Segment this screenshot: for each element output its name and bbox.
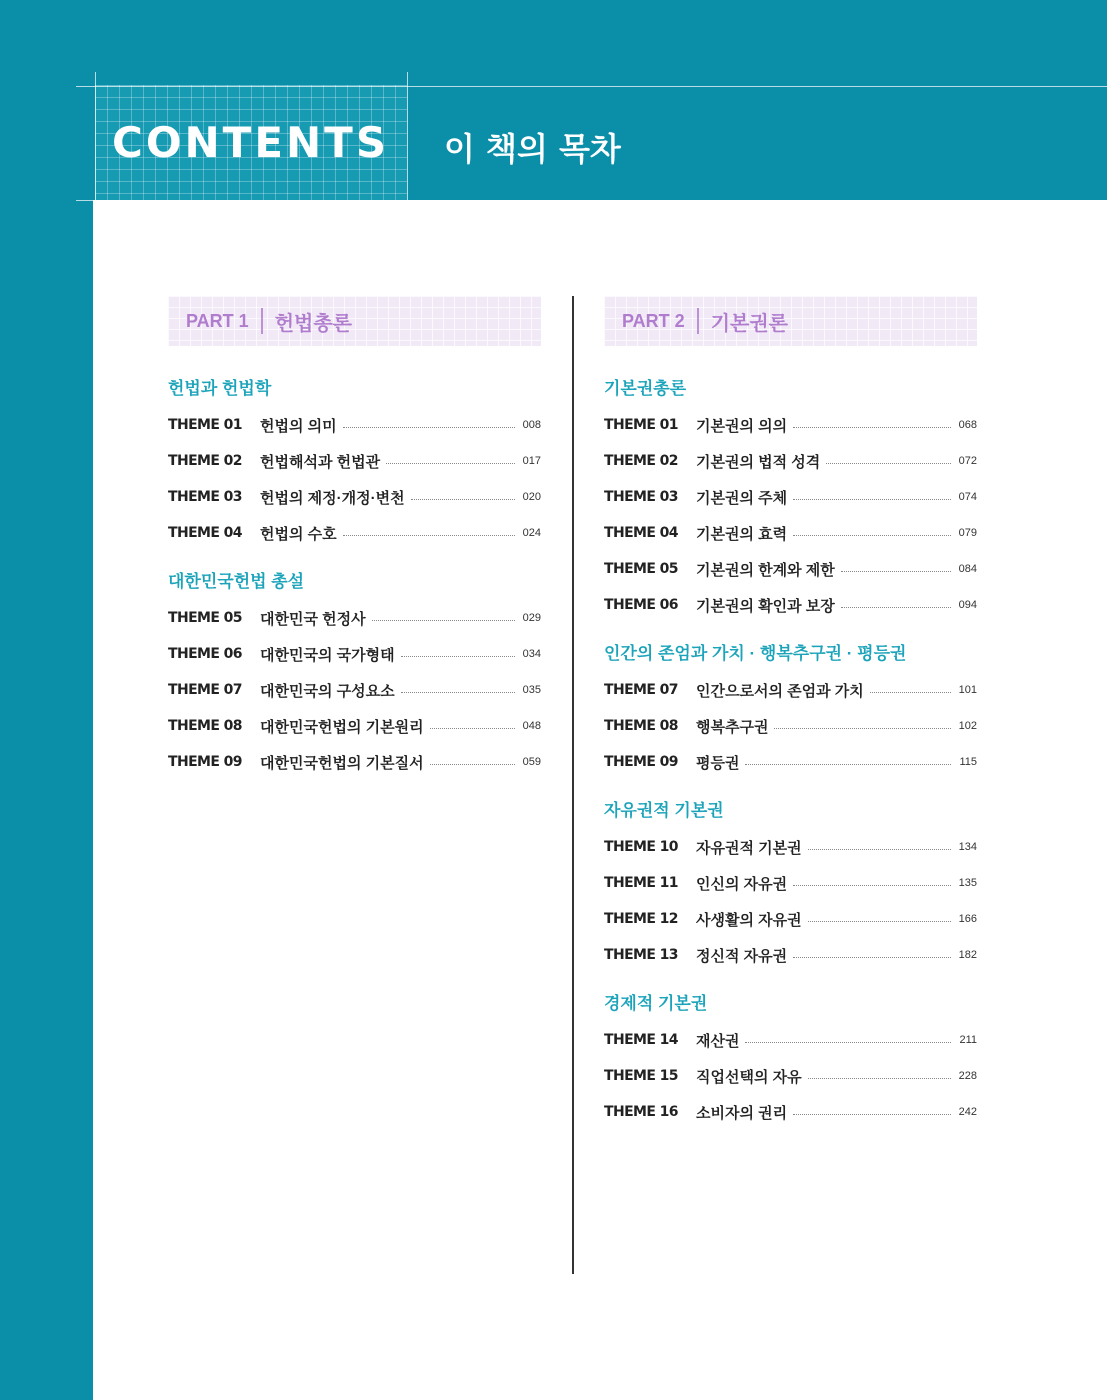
theme-number: THEME 06 <box>604 597 678 613</box>
part-header <box>168 296 541 346</box>
part-header <box>604 296 977 346</box>
page-number: 084 <box>958 563 977 575</box>
page-number: 068 <box>958 419 977 431</box>
theme-number: THEME 09 <box>168 754 242 770</box>
page-subtitle: 이 책의 목차 <box>444 130 621 168</box>
dot-leader <box>808 921 951 922</box>
toc-entry[interactable] <box>604 716 977 736</box>
entry-title: 헌법의 제정·개정·변천 <box>260 489 405 507</box>
toc-entry[interactable] <box>604 752 977 772</box>
contents-heading: CONTENTS <box>112 118 390 167</box>
theme-number: THEME 16 <box>604 1104 678 1120</box>
header-rule-left <box>95 72 96 200</box>
theme-number: THEME 08 <box>168 718 242 734</box>
dot-leader <box>793 499 951 500</box>
theme-number: THEME 10 <box>604 839 678 855</box>
dot-leader <box>401 692 515 693</box>
toc-entry[interactable] <box>604 523 977 543</box>
column-divider <box>572 296 574 1274</box>
theme-number: THEME 02 <box>168 453 242 469</box>
part-label: PART 1 <box>186 310 249 331</box>
entry-title: 기본권의 한계와 제한 <box>696 561 835 579</box>
theme-number: THEME 02 <box>604 453 678 469</box>
section-title: 대한민국헌법 총설 <box>168 572 305 591</box>
section-title: 헌법과 헌법학 <box>168 379 272 398</box>
theme-number: THEME 09 <box>604 754 678 770</box>
section-title: 자유권적 기본권 <box>604 801 724 820</box>
dot-leader <box>343 427 515 428</box>
theme-number: THEME 12 <box>604 911 678 927</box>
theme-number: THEME 13 <box>604 947 678 963</box>
toc-entry[interactable] <box>604 909 977 929</box>
entry-title: 기본권의 확인과 보장 <box>696 597 835 615</box>
page-number: 166 <box>958 913 977 925</box>
entry-title: 대한민국헌법의 기본질서 <box>260 754 424 772</box>
theme-number: THEME 01 <box>604 417 678 433</box>
dot-leader <box>430 764 515 765</box>
theme-number: THEME 14 <box>604 1032 678 1048</box>
entry-title: 헌법의 의미 <box>260 417 337 435</box>
header-rule-right <box>407 72 408 200</box>
toc-entry[interactable] <box>168 752 541 772</box>
dot-leader <box>808 849 951 850</box>
dot-leader <box>793 885 951 886</box>
left-band <box>0 0 93 1400</box>
toc-entry[interactable] <box>168 644 541 664</box>
dot-leader <box>343 535 515 536</box>
dot-leader <box>793 535 951 536</box>
entry-title: 기본권의 효력 <box>696 525 788 543</box>
toc-entry[interactable] <box>604 1066 977 1086</box>
theme-number: THEME 07 <box>604 682 678 698</box>
toc-entry[interactable] <box>604 595 977 615</box>
page-number: 024 <box>522 527 541 539</box>
toc-entry[interactable] <box>168 415 541 435</box>
page-number: 059 <box>522 756 541 768</box>
entry-title: 정신적 자유권 <box>696 947 788 965</box>
toc-entry[interactable] <box>604 487 977 507</box>
toc-entry[interactable] <box>604 873 977 893</box>
part-title: 기본권론 <box>710 312 788 335</box>
part-separator <box>261 308 263 334</box>
header-rule-top <box>76 86 1107 87</box>
entry-title: 대한민국의 구성요소 <box>260 682 395 700</box>
section-title: 기본권총론 <box>604 379 687 398</box>
toc-entry[interactable] <box>604 415 977 435</box>
page-number: 135 <box>958 877 977 889</box>
entry-title: 소비자의 권리 <box>696 1104 788 1122</box>
dot-leader <box>745 1042 951 1043</box>
header-rule-bottom <box>76 200 96 201</box>
entry-title: 인간으로서의 존엄과 가치 <box>696 682 864 700</box>
toc-entry[interactable] <box>604 559 977 579</box>
theme-number: THEME 04 <box>168 525 242 541</box>
toc-entry[interactable] <box>604 451 977 471</box>
page-number: 029 <box>522 612 541 624</box>
entry-title: 기본권의 법적 성격 <box>696 453 821 471</box>
dot-leader <box>841 571 951 572</box>
page-number: 034 <box>522 648 541 660</box>
theme-number: THEME 03 <box>168 489 242 505</box>
page-number: 101 <box>958 684 977 696</box>
dot-leader <box>745 764 951 765</box>
entry-title: 헌법해석과 헌법관 <box>260 453 381 471</box>
entry-title: 기본권의 주체 <box>696 489 788 507</box>
entry-title: 대한민국헌법의 기본원리 <box>260 718 424 736</box>
page-number: 017 <box>522 455 541 467</box>
part-label: PART 2 <box>622 310 685 331</box>
toc-entry[interactable] <box>168 523 541 543</box>
page-number: 094 <box>958 599 977 611</box>
entry-title: 재산권 <box>696 1032 740 1050</box>
theme-number: THEME 04 <box>604 525 678 541</box>
page-number: 072 <box>958 455 977 467</box>
theme-number: THEME 05 <box>168 610 242 626</box>
dot-leader <box>430 728 515 729</box>
entry-title: 대한민국의 국가형태 <box>260 646 395 664</box>
toc-entry[interactable] <box>168 716 541 736</box>
part-separator <box>697 308 699 334</box>
page-number: 115 <box>959 756 977 768</box>
dot-leader <box>386 463 515 464</box>
toc-entry[interactable] <box>168 487 541 507</box>
page-number: 134 <box>958 841 977 853</box>
toc-entry[interactable] <box>604 680 977 700</box>
entry-title: 기본권의 의의 <box>696 417 788 435</box>
dot-leader <box>793 427 951 428</box>
dot-leader <box>401 656 515 657</box>
part-title: 헌법총론 <box>274 312 352 335</box>
page-number: 048 <box>522 720 541 732</box>
entry-title: 헌법의 수호 <box>260 525 337 543</box>
page-number: 211 <box>959 1034 977 1046</box>
page-number: 079 <box>958 527 977 539</box>
toc-entry[interactable] <box>168 451 541 471</box>
dot-leader <box>793 1114 951 1115</box>
entry-title: 행복추구권 <box>696 718 769 736</box>
dot-leader <box>870 692 951 693</box>
entry-title: 직업선택의 자유 <box>696 1068 802 1086</box>
entry-title: 사생활의 자유권 <box>696 911 802 929</box>
page-number: 008 <box>522 419 541 431</box>
page-number: 074 <box>958 491 977 503</box>
dot-leader <box>841 607 951 608</box>
dot-leader <box>411 499 515 500</box>
page-number: 182 <box>958 949 977 961</box>
theme-number: THEME 15 <box>604 1068 678 1084</box>
entry-title: 대한민국 헌정사 <box>260 610 366 628</box>
entry-title: 자유권적 기본권 <box>696 839 802 857</box>
toc-entry[interactable] <box>604 1030 977 1050</box>
entry-title: 인신의 자유권 <box>696 875 788 893</box>
dot-leader <box>793 957 951 958</box>
dot-leader <box>774 728 951 729</box>
toc-entry[interactable] <box>604 1102 977 1122</box>
dot-leader <box>808 1078 951 1079</box>
entry-title: 평등권 <box>696 754 740 772</box>
toc-entry[interactable] <box>168 608 541 628</box>
section-title: 경제적 기본권 <box>604 994 708 1013</box>
section-title: 인간의 존엄과 가치 · 행복추구권 · 평등권 <box>604 644 907 663</box>
theme-number: THEME 03 <box>604 489 678 505</box>
theme-number: THEME 05 <box>604 561 678 577</box>
toc-column-part1 <box>168 296 541 772</box>
page-number: 102 <box>958 720 977 732</box>
toc-entry[interactable] <box>604 837 977 857</box>
dot-leader <box>372 620 515 621</box>
theme-number: THEME 01 <box>168 417 242 433</box>
toc-column-part2 <box>604 296 977 1122</box>
page-number: 242 <box>958 1106 977 1118</box>
page-number: 035 <box>522 684 541 696</box>
page-number: 228 <box>958 1070 977 1082</box>
toc-entry[interactable] <box>168 680 541 700</box>
theme-number: THEME 06 <box>168 646 242 662</box>
toc-entry[interactable] <box>604 945 977 965</box>
theme-number: THEME 08 <box>604 718 678 734</box>
theme-number: THEME 11 <box>604 875 678 891</box>
dot-leader <box>826 463 951 464</box>
page-number: 020 <box>522 491 541 503</box>
theme-number: THEME 07 <box>168 682 242 698</box>
